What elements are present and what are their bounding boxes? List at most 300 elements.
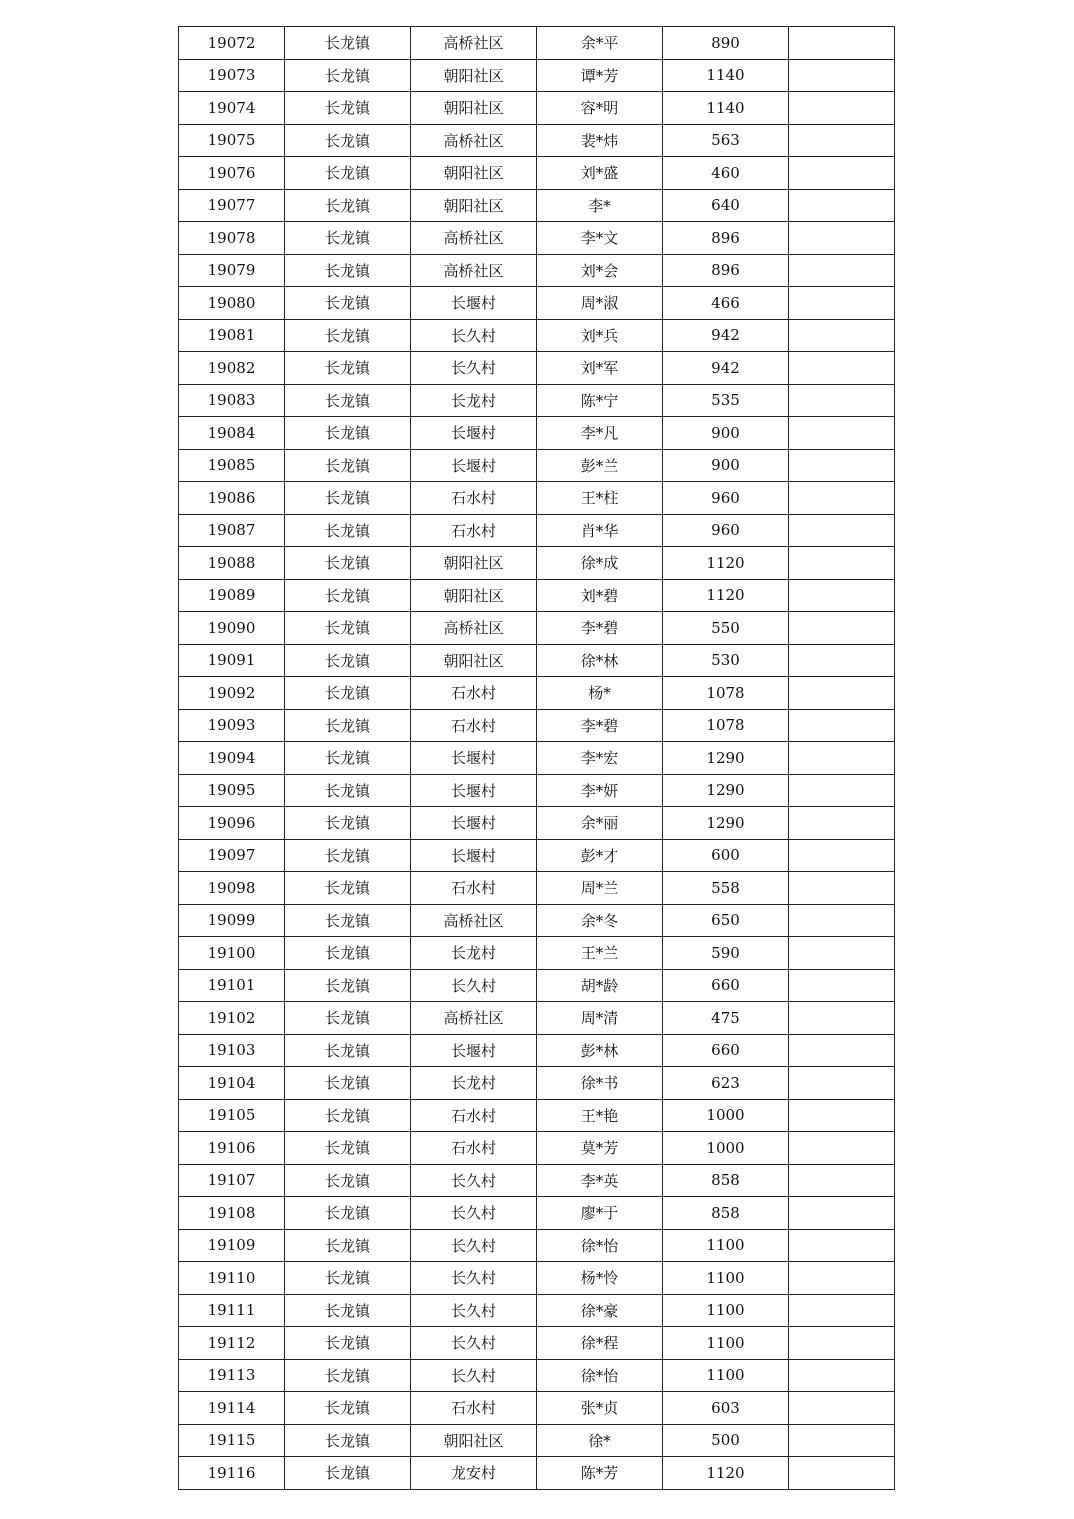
- amount-cell: 1100: [663, 1327, 789, 1360]
- table-row: [179, 612, 895, 645]
- amount-cell: 1078: [663, 709, 789, 742]
- amount-cell: 1000: [663, 1132, 789, 1165]
- remark-cell: [789, 709, 895, 742]
- remark-cell: [789, 124, 895, 157]
- community-cell: 长龙村: [411, 937, 537, 970]
- community-cell: 石水村: [411, 482, 537, 515]
- remark-cell: [789, 579, 895, 612]
- table-row: [179, 677, 895, 710]
- town-cell: 长龙镇: [285, 547, 411, 580]
- name-cell: 杨*: [537, 677, 663, 710]
- community-cell: 石水村: [411, 1099, 537, 1132]
- town-cell: 长龙镇: [285, 872, 411, 905]
- remark-cell: [789, 937, 895, 970]
- amount-cell: 475: [663, 1002, 789, 1035]
- town-cell: 长龙镇: [285, 839, 411, 872]
- community-cell: 长久村: [411, 1229, 537, 1262]
- remark-cell: [789, 872, 895, 905]
- name-cell: 余*丽: [537, 807, 663, 840]
- record-number-cell: 19073: [179, 59, 285, 92]
- name-cell: 徐*林: [537, 644, 663, 677]
- amount-cell: 466: [663, 287, 789, 320]
- record-number-cell: 19096: [179, 807, 285, 840]
- town-cell: 长龙镇: [285, 514, 411, 547]
- table-row: [179, 59, 895, 92]
- record-number-cell: 19112: [179, 1327, 285, 1360]
- record-number-cell: 19108: [179, 1197, 285, 1230]
- record-number-cell: 19085: [179, 449, 285, 482]
- amount-cell: 530: [663, 644, 789, 677]
- community-cell: 长久村: [411, 1327, 537, 1360]
- town-cell: 长龙镇: [285, 579, 411, 612]
- remark-cell: [789, 189, 895, 222]
- town-cell: 长龙镇: [285, 904, 411, 937]
- community-cell: 龙安村: [411, 1457, 537, 1490]
- record-number-cell: 19091: [179, 644, 285, 677]
- community-cell: 石水村: [411, 1132, 537, 1165]
- remark-cell: [789, 612, 895, 645]
- table-row: [179, 254, 895, 287]
- record-number-cell: 19094: [179, 742, 285, 775]
- community-cell: 长久村: [411, 969, 537, 1002]
- table-row: [179, 1359, 895, 1392]
- community-cell: 长久村: [411, 1164, 537, 1197]
- record-number-cell: 19101: [179, 969, 285, 1002]
- record-number-cell: 19075: [179, 124, 285, 157]
- remark-cell: [789, 482, 895, 515]
- amount-cell: 858: [663, 1197, 789, 1230]
- amount-cell: 1100: [663, 1294, 789, 1327]
- town-cell: 长龙镇: [285, 1262, 411, 1295]
- table-row: [179, 1099, 895, 1132]
- town-cell: 长龙镇: [285, 1067, 411, 1100]
- name-cell: 刘*兵: [537, 319, 663, 352]
- remark-cell: [789, 547, 895, 580]
- name-cell: 余*冬: [537, 904, 663, 937]
- name-cell: 彭*才: [537, 839, 663, 872]
- table-row: [179, 1424, 895, 1457]
- record-number-cell: 19081: [179, 319, 285, 352]
- name-cell: 刘*碧: [537, 579, 663, 612]
- remark-cell: [789, 1457, 895, 1490]
- community-cell: 长久村: [411, 1197, 537, 1230]
- amount-cell: 640: [663, 189, 789, 222]
- remark-cell: [789, 1262, 895, 1295]
- amount-cell: 1100: [663, 1229, 789, 1262]
- table-row: [179, 1457, 895, 1490]
- table-row: [179, 644, 895, 677]
- remark-cell: [789, 807, 895, 840]
- remark-cell: [789, 514, 895, 547]
- town-cell: 长龙镇: [285, 352, 411, 385]
- community-cell: 朝阳社区: [411, 92, 537, 125]
- table-row: [179, 1229, 895, 1262]
- town-cell: 长龙镇: [285, 1164, 411, 1197]
- town-cell: 长龙镇: [285, 1359, 411, 1392]
- record-number-cell: 19106: [179, 1132, 285, 1165]
- table-row: [179, 709, 895, 742]
- name-cell: 李*妍: [537, 774, 663, 807]
- community-cell: 高桥社区: [411, 222, 537, 255]
- community-cell: 长久村: [411, 1359, 537, 1392]
- town-cell: 长龙镇: [285, 384, 411, 417]
- record-number-cell: 19099: [179, 904, 285, 937]
- town-cell: 长龙镇: [285, 482, 411, 515]
- name-cell: 徐*怡: [537, 1359, 663, 1392]
- community-cell: 长堰村: [411, 1034, 537, 1067]
- community-cell: 石水村: [411, 872, 537, 905]
- town-cell: 长龙镇: [285, 254, 411, 287]
- name-cell: 容*明: [537, 92, 663, 125]
- name-cell: 李*碧: [537, 612, 663, 645]
- town-cell: 长龙镇: [285, 449, 411, 482]
- record-number-cell: 19109: [179, 1229, 285, 1262]
- name-cell: 李*凡: [537, 417, 663, 450]
- name-cell: 徐*豪: [537, 1294, 663, 1327]
- community-cell: 长龙村: [411, 384, 537, 417]
- amount-cell: 563: [663, 124, 789, 157]
- amount-cell: 1120: [663, 547, 789, 580]
- table-row: [179, 579, 895, 612]
- community-cell: 高桥社区: [411, 904, 537, 937]
- name-cell: 廖*于: [537, 1197, 663, 1230]
- community-cell: 长久村: [411, 352, 537, 385]
- remark-cell: [789, 1164, 895, 1197]
- town-cell: 长龙镇: [285, 59, 411, 92]
- name-cell: 李*文: [537, 222, 663, 255]
- name-cell: 徐*怡: [537, 1229, 663, 1262]
- remark-cell: [789, 742, 895, 775]
- name-cell: 刘*军: [537, 352, 663, 385]
- remark-cell: [789, 644, 895, 677]
- town-cell: 长龙镇: [285, 1392, 411, 1425]
- table-row: [179, 417, 895, 450]
- community-cell: 朝阳社区: [411, 1424, 537, 1457]
- record-number-cell: 19097: [179, 839, 285, 872]
- remark-cell: [789, 1002, 895, 1035]
- amount-cell: 535: [663, 384, 789, 417]
- table-row: [179, 547, 895, 580]
- town-cell: 长龙镇: [285, 287, 411, 320]
- table-row: [179, 1294, 895, 1327]
- name-cell: 徐*成: [537, 547, 663, 580]
- name-cell: 李*: [537, 189, 663, 222]
- record-number-cell: 19095: [179, 774, 285, 807]
- name-cell: 徐*程: [537, 1327, 663, 1360]
- name-cell: 莫*芳: [537, 1132, 663, 1165]
- name-cell: 彭*兰: [537, 449, 663, 482]
- amount-cell: 1140: [663, 59, 789, 92]
- name-cell: 彭*林: [537, 1034, 663, 1067]
- town-cell: 长龙镇: [285, 92, 411, 125]
- community-cell: 长堰村: [411, 839, 537, 872]
- amount-cell: 558: [663, 872, 789, 905]
- amount-cell: 1290: [663, 742, 789, 775]
- record-number-cell: 19072: [179, 27, 285, 60]
- town-cell: 长龙镇: [285, 1132, 411, 1165]
- community-cell: 长堰村: [411, 742, 537, 775]
- amount-cell: 603: [663, 1392, 789, 1425]
- table-body: [179, 27, 895, 1490]
- amount-cell: 500: [663, 1424, 789, 1457]
- amount-cell: 1120: [663, 1457, 789, 1490]
- name-cell: 陈*宁: [537, 384, 663, 417]
- town-cell: 长龙镇: [285, 774, 411, 807]
- community-cell: 高桥社区: [411, 254, 537, 287]
- name-cell: 陈*芳: [537, 1457, 663, 1490]
- record-number-cell: 19078: [179, 222, 285, 255]
- table-row: [179, 384, 895, 417]
- community-cell: 长堰村: [411, 807, 537, 840]
- record-number-cell: 19086: [179, 482, 285, 515]
- name-cell: 徐*: [537, 1424, 663, 1457]
- record-number-cell: 19114: [179, 1392, 285, 1425]
- table-row: [179, 1164, 895, 1197]
- record-number-cell: 19104: [179, 1067, 285, 1100]
- record-number-cell: 19093: [179, 709, 285, 742]
- town-cell: 长龙镇: [285, 319, 411, 352]
- amount-cell: 1100: [663, 1359, 789, 1392]
- amount-cell: 600: [663, 839, 789, 872]
- table-row: [179, 157, 895, 190]
- table-row: [179, 514, 895, 547]
- record-number-cell: 19100: [179, 937, 285, 970]
- record-number-cell: 19082: [179, 352, 285, 385]
- record-number-cell: 19083: [179, 384, 285, 417]
- name-cell: 王*柱: [537, 482, 663, 515]
- town-cell: 长龙镇: [285, 709, 411, 742]
- remark-cell: [789, 287, 895, 320]
- name-cell: 张*贞: [537, 1392, 663, 1425]
- amount-cell: 623: [663, 1067, 789, 1100]
- remark-cell: [789, 92, 895, 125]
- record-number-cell: 19077: [179, 189, 285, 222]
- amount-cell: 900: [663, 417, 789, 450]
- table-row: [179, 872, 895, 905]
- record-number-cell: 19092: [179, 677, 285, 710]
- name-cell: 周*兰: [537, 872, 663, 905]
- remark-cell: [789, 27, 895, 60]
- community-cell: 石水村: [411, 514, 537, 547]
- name-cell: 胡*龄: [537, 969, 663, 1002]
- table-row: [179, 189, 895, 222]
- table-row: [179, 92, 895, 125]
- table-row: [179, 449, 895, 482]
- record-number-cell: 19087: [179, 514, 285, 547]
- amount-cell: 660: [663, 969, 789, 1002]
- record-number-cell: 19116: [179, 1457, 285, 1490]
- amount-cell: 650: [663, 904, 789, 937]
- table-row: [179, 1067, 895, 1100]
- remark-cell: [789, 1424, 895, 1457]
- table-row: [179, 1327, 895, 1360]
- community-cell: 长久村: [411, 1262, 537, 1295]
- amount-cell: 896: [663, 254, 789, 287]
- record-number-cell: 19115: [179, 1424, 285, 1457]
- community-cell: 朝阳社区: [411, 189, 537, 222]
- amount-cell: 1290: [663, 807, 789, 840]
- name-cell: 谭*芳: [537, 59, 663, 92]
- record-number-cell: 19110: [179, 1262, 285, 1295]
- table-row: [179, 319, 895, 352]
- remark-cell: [789, 222, 895, 255]
- name-cell: 李*碧: [537, 709, 663, 742]
- community-cell: 朝阳社区: [411, 579, 537, 612]
- name-cell: 刘*会: [537, 254, 663, 287]
- amount-cell: 896: [663, 222, 789, 255]
- town-cell: 长龙镇: [285, 969, 411, 1002]
- amount-cell: 460: [663, 157, 789, 190]
- amount-cell: 1120: [663, 579, 789, 612]
- table-row: [179, 1262, 895, 1295]
- name-cell: 裴*炜: [537, 124, 663, 157]
- town-cell: 长龙镇: [285, 1327, 411, 1360]
- remark-cell: [789, 1229, 895, 1262]
- table-row: [179, 904, 895, 937]
- community-cell: 长久村: [411, 1294, 537, 1327]
- town-cell: 长龙镇: [285, 1457, 411, 1490]
- record-number-cell: 19103: [179, 1034, 285, 1067]
- remark-cell: [789, 904, 895, 937]
- community-cell: 石水村: [411, 1392, 537, 1425]
- remark-cell: [789, 1392, 895, 1425]
- town-cell: 长龙镇: [285, 417, 411, 450]
- town-cell: 长龙镇: [285, 27, 411, 60]
- remark-cell: [789, 839, 895, 872]
- record-number-cell: 19105: [179, 1099, 285, 1132]
- amount-cell: 1140: [663, 92, 789, 125]
- amount-cell: 1100: [663, 1262, 789, 1295]
- remark-cell: [789, 677, 895, 710]
- name-cell: 周*淑: [537, 287, 663, 320]
- table-row: [179, 482, 895, 515]
- table-row: [179, 27, 895, 60]
- remark-cell: [789, 449, 895, 482]
- amount-cell: 590: [663, 937, 789, 970]
- amount-cell: 890: [663, 27, 789, 60]
- community-cell: 长堰村: [411, 774, 537, 807]
- record-number-cell: 19102: [179, 1002, 285, 1035]
- remark-cell: [789, 59, 895, 92]
- remark-cell: [789, 1359, 895, 1392]
- community-cell: 石水村: [411, 709, 537, 742]
- remark-cell: [789, 969, 895, 1002]
- record-number-cell: 19084: [179, 417, 285, 450]
- remark-cell: [789, 1067, 895, 1100]
- table-row: [179, 937, 895, 970]
- table-row: [179, 1392, 895, 1425]
- remark-cell: [789, 352, 895, 385]
- table-row: [179, 742, 895, 775]
- remark-cell: [789, 774, 895, 807]
- town-cell: 长龙镇: [285, 644, 411, 677]
- town-cell: 长龙镇: [285, 1197, 411, 1230]
- table-row: [179, 1197, 895, 1230]
- table-row: [179, 352, 895, 385]
- remark-cell: [789, 1132, 895, 1165]
- table-row: [179, 1132, 895, 1165]
- remark-cell: [789, 1327, 895, 1360]
- community-cell: 长久村: [411, 319, 537, 352]
- amount-cell: 942: [663, 319, 789, 352]
- amount-cell: 1000: [663, 1099, 789, 1132]
- town-cell: 长龙镇: [285, 1424, 411, 1457]
- record-number-cell: 19089: [179, 579, 285, 612]
- town-cell: 长龙镇: [285, 1294, 411, 1327]
- town-cell: 长龙镇: [285, 677, 411, 710]
- record-number-cell: 19111: [179, 1294, 285, 1327]
- name-cell: 肖*华: [537, 514, 663, 547]
- town-cell: 长龙镇: [285, 1229, 411, 1262]
- name-cell: 王*艳: [537, 1099, 663, 1132]
- community-cell: 朝阳社区: [411, 547, 537, 580]
- community-cell: 高桥社区: [411, 27, 537, 60]
- community-cell: 高桥社区: [411, 612, 537, 645]
- community-cell: 长堰村: [411, 287, 537, 320]
- town-cell: 长龙镇: [285, 612, 411, 645]
- record-number-cell: 19113: [179, 1359, 285, 1392]
- record-number-cell: 19074: [179, 92, 285, 125]
- record-number-cell: 19107: [179, 1164, 285, 1197]
- table-row: [179, 807, 895, 840]
- remark-cell: [789, 384, 895, 417]
- name-cell: 李*英: [537, 1164, 663, 1197]
- name-cell: 周*清: [537, 1002, 663, 1035]
- name-cell: 李*宏: [537, 742, 663, 775]
- data-table: [178, 26, 895, 1490]
- table-row: [179, 969, 895, 1002]
- record-number-cell: 19076: [179, 157, 285, 190]
- town-cell: 长龙镇: [285, 742, 411, 775]
- remark-cell: [789, 1294, 895, 1327]
- town-cell: 长龙镇: [285, 157, 411, 190]
- name-cell: 杨*怜: [537, 1262, 663, 1295]
- community-cell: 长堰村: [411, 449, 537, 482]
- amount-cell: 942: [663, 352, 789, 385]
- town-cell: 长龙镇: [285, 1099, 411, 1132]
- record-number-cell: 19079: [179, 254, 285, 287]
- table-row: [179, 1002, 895, 1035]
- community-cell: 朝阳社区: [411, 59, 537, 92]
- record-number-cell: 19088: [179, 547, 285, 580]
- community-cell: 长龙村: [411, 1067, 537, 1100]
- table-row: [179, 124, 895, 157]
- community-cell: 朝阳社区: [411, 644, 537, 677]
- amount-cell: 660: [663, 1034, 789, 1067]
- amount-cell: 900: [663, 449, 789, 482]
- town-cell: 长龙镇: [285, 222, 411, 255]
- town-cell: 长龙镇: [285, 937, 411, 970]
- amount-cell: 1078: [663, 677, 789, 710]
- amount-cell: 550: [663, 612, 789, 645]
- remark-cell: [789, 1034, 895, 1067]
- record-number-cell: 19090: [179, 612, 285, 645]
- town-cell: 长龙镇: [285, 189, 411, 222]
- name-cell: 徐*书: [537, 1067, 663, 1100]
- amount-cell: 858: [663, 1164, 789, 1197]
- table-row: [179, 287, 895, 320]
- amount-cell: 960: [663, 514, 789, 547]
- community-cell: 石水村: [411, 677, 537, 710]
- community-cell: 朝阳社区: [411, 157, 537, 190]
- town-cell: 长龙镇: [285, 807, 411, 840]
- name-cell: 刘*盛: [537, 157, 663, 190]
- table-row: [179, 774, 895, 807]
- amount-cell: 960: [663, 482, 789, 515]
- record-number-cell: 19098: [179, 872, 285, 905]
- remark-cell: [789, 1099, 895, 1132]
- name-cell: 王*兰: [537, 937, 663, 970]
